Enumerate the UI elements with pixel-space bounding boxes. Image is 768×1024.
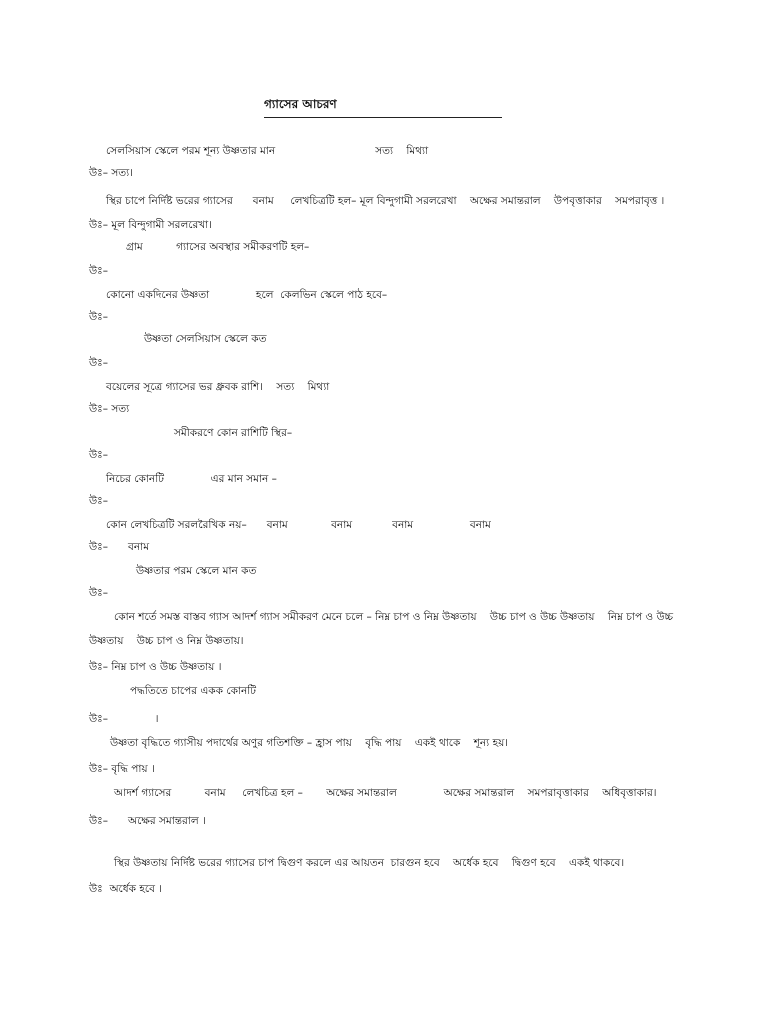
question-13: উষ্ণতা বৃদ্ধিতে গ্যাসীয় পদার্থের অণুর গতিশক্তি – হ্রাস পায় বৃদ্ধি পায় একই থাকে শূন্য হয়। <box>110 737 509 749</box>
answer-1: উঃ– সত্য। <box>89 167 133 179</box>
question-11-line-2: উষ্ণতায় উচ্চ চাপ ও নিম্ন উষ্ণতায়। <box>89 635 244 647</box>
question-2: স্থির চাপে নির্দিষ্ট ভরের গ্যাসের বনাম লেখচিত্রটি হল– মূল বিন্দুগামী সরলরেখা অক্ষের সমান্তরাল উপবৃত্তাকার সমপরাবৃত্ত । <box>106 195 665 207</box>
answer-11: উঃ– নিম্ন চাপ ও উচ্চ উষ্ণতায় । <box>89 661 222 673</box>
answer-8: উঃ– <box>89 495 109 507</box>
question-4: কোনো একদিনের উষ্ণতা হলে কেলভিন স্কেলে পাঠ হবে– <box>106 289 388 301</box>
answer-3: উঃ– <box>89 265 109 277</box>
answer-6: উঃ– সত্য <box>89 403 130 415</box>
answer-14: উঃ– অক্ষের সমান্তরাল । <box>89 815 206 827</box>
answer-5: উঃ– <box>89 357 109 369</box>
answer-15: উঃ অর্ধেক হবে । <box>89 883 163 895</box>
question-7: সমীকরণে কোন রাশিটি স্থির– <box>174 427 293 439</box>
question-14: আদর্শ গ্যাসের বনাম লেখচিত্র হল – অক্ষের সমান্তরাল অক্ষের সমান্তরাল সমপরাবৃত্তাকার অধিবৃত্তাকার। <box>114 787 657 799</box>
question-1: সেলসিয়াস স্কেলে পরম শূন্য উষ্ণতার মান সত্য মিথ্যা <box>106 145 429 157</box>
question-15: স্থির উষ্ণতায় নির্দিষ্ট ভরের গ্যাসের চাপ দ্বিগুণ করলে এর আয়তন চারগুন হবে অর্ধেক হবে দ্বিগুণ হবে একই থাকবে। <box>114 857 625 869</box>
question-10: উষ্ণতার পরম স্কেলে মান কত <box>136 565 257 577</box>
question-5: উষ্ণতা সেলসিয়াস স্কেলে কত <box>144 333 267 345</box>
question-12: পদ্ধতিতে চাপের একক কোনটি <box>130 685 256 697</box>
answer-13: উঃ– বৃদ্ধি পায় । <box>89 763 155 775</box>
question-9: কোন লেখচিত্রটি সরলরৈখিক নয়– বনাম বনাম বনাম বনাম <box>106 519 491 531</box>
question-6: বয়েলের সূত্রে গ্যাসের ভর ধ্রুবক রাশি। সত্য মিথ্যা <box>106 381 330 393</box>
page-title: গ্যাসের আচরণ <box>264 96 502 118</box>
answer-12: উঃ– । <box>89 713 159 725</box>
answer-10: উঃ– <box>89 587 109 599</box>
question-8: নিচের কোনটি এর মান সমান – <box>106 473 277 485</box>
answer-2: উঃ– মূল বিন্দুগামী সরলরেখা। <box>89 219 212 231</box>
answer-7: উঃ– <box>89 449 109 461</box>
question-3: গ্রাম গ্যাসের অবস্থার সমীকরণটি হল– <box>126 241 310 253</box>
answer-4: উঃ– <box>89 311 109 323</box>
answer-9: উঃ– বনাম <box>89 541 150 553</box>
question-11-line-1: কোন শর্তে সমস্ত বাস্তব গ্যাস আদর্শ গ্যাস সমীকরণ মেনে চলে – নিম্ন চাপ ও নিম্ন উষ্ণতায় উচ্চ চাপ ও উচ্চ উষ্ণতায় নিম্ন চাপ ও উচ্চ <box>114 611 674 623</box>
